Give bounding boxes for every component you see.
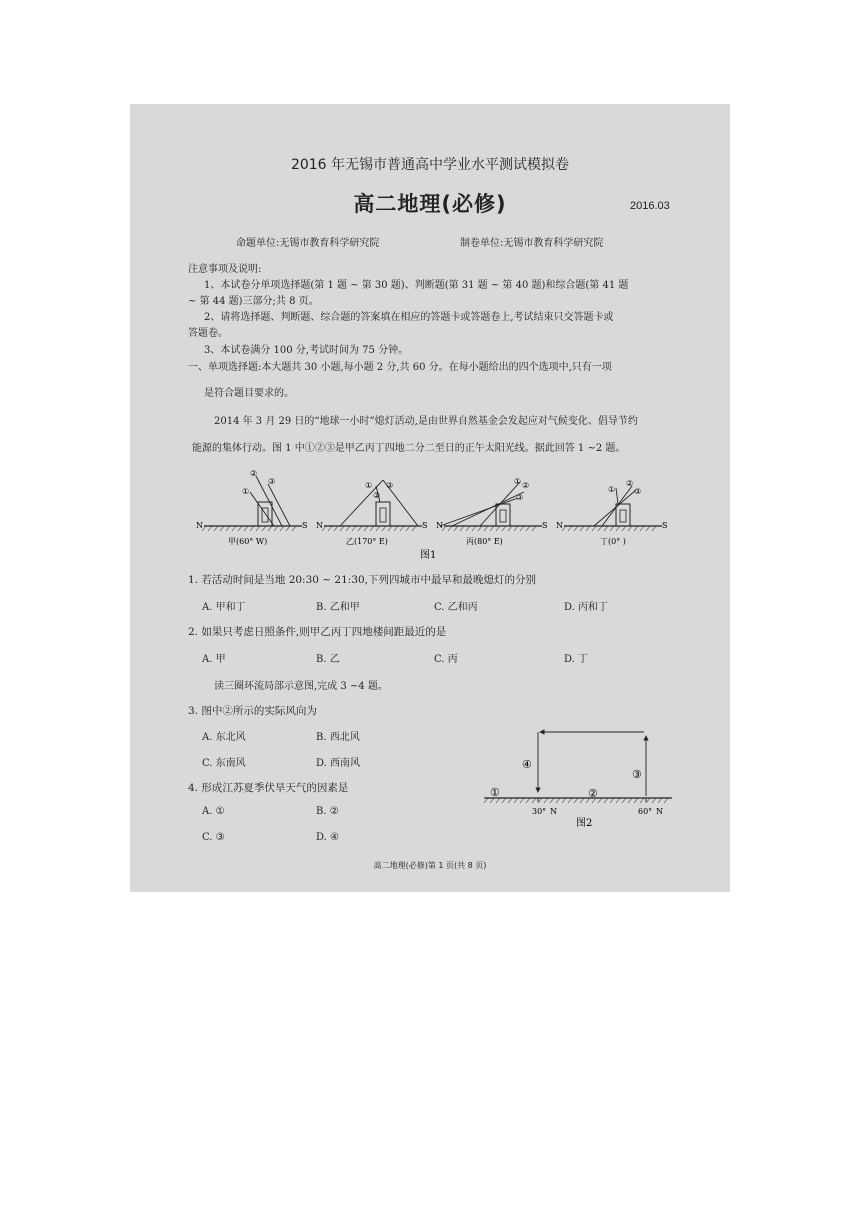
fig1-site-bing: 丙(80° E): [466, 537, 503, 546]
q2-option-c: C. 丙: [434, 654, 458, 665]
fig2-n-30: N: [550, 807, 557, 816]
figure1-caption: 图1: [420, 550, 437, 561]
fig1-n-bing: N: [436, 521, 443, 530]
fig1-panel-jia: [202, 476, 302, 531]
q3-option-c: C. 东南风: [202, 758, 246, 769]
notes-heading: 注意事项及说明:: [188, 264, 262, 275]
fig2-label-2: ②: [588, 787, 598, 800]
q3-stem: 3. 图中②所示的实际风向为: [188, 705, 317, 717]
q3-option-a: A. 东北风: [202, 732, 246, 743]
q3-option-b: B. 西北风: [316, 732, 360, 743]
fig1-site-jia: 甲(60° W): [228, 537, 268, 546]
author-unit: 命题单位:无锡市教育科学研究院: [236, 238, 380, 249]
exam-page: [130, 104, 730, 892]
fig1-site-ding: 丁(0° ): [600, 537, 626, 546]
q4-option-b: B. ②: [316, 806, 339, 817]
fig1-s-jia: S: [302, 521, 308, 530]
q1-option-d: D. 丙和丁: [564, 602, 609, 613]
q3-option-d: D. 西南风: [316, 758, 361, 769]
q4-option-d: D. ④: [316, 832, 339, 843]
q1-option-b: B. 乙和甲: [316, 602, 360, 613]
intro2: 读三圈环流局部示意图,完成 3 ~4 题。: [214, 681, 388, 692]
fig1-label-1-bing: ①: [514, 477, 522, 486]
fig2-lat-60: 60°: [638, 807, 653, 816]
fig2-label-4: ④: [522, 758, 532, 771]
fig1-s-bing: S: [542, 521, 548, 530]
page-footer: 高二地理(必修)第 1 页(共 8 页): [373, 861, 487, 870]
fig1-label-1-jia: ①: [242, 487, 250, 496]
fig1-label-2-bing: ②: [522, 481, 530, 490]
fig1-label-2-jia: ②: [250, 469, 258, 478]
fig1-label-1-yi: ①: [365, 481, 373, 490]
fig1-label-3-jia: ③: [268, 477, 276, 486]
figure2-caption: 图2: [576, 818, 593, 829]
q2-option-b: B. 乙: [316, 654, 340, 665]
fig2-lat-30: 30°: [532, 807, 547, 816]
fig1-label-3-bing: ③: [516, 493, 524, 502]
q4-option-c: C. ③: [202, 832, 225, 843]
q4-option-a: A. ①: [202, 806, 225, 817]
exam-title: 2016 年无锡市普通高中学业水平测试模拟卷: [290, 157, 570, 173]
figure1-diagram: [190, 464, 680, 564]
section1-line1: 一、单项选择题:本大题共 30 小题,每小题 2 分,共 60 分。在每小题给出的四个选项中,只有一项: [188, 362, 612, 373]
fig1-s-ding: S: [662, 521, 668, 530]
figure2-diagram: [478, 722, 678, 832]
fig2-label-1: ①: [490, 786, 500, 799]
notes-item2-line2: 答题卷。: [188, 328, 228, 339]
exam-date: 2016.03: [630, 200, 670, 212]
fig2-label-3: ③: [632, 768, 642, 781]
intro-line2: 能源的集体行动。图 1 中①②③是甲乙丙丁四地二分二至日的正午太阳光线。据此回答 1 ~2 题。: [192, 443, 626, 454]
section1-line2: 是符合题目要求的。: [204, 388, 294, 399]
notes-item3: 3、本试卷满分 100 分,考试时间为 75 分钟。: [204, 345, 409, 356]
print-unit: 制卷单位:无锡市教育科学研究院: [460, 238, 604, 249]
fig1-n-jia: N: [196, 521, 203, 530]
fig2-n-60: N: [656, 807, 663, 816]
fig1-s-yi: S: [422, 521, 428, 530]
notes-item1-line1: 1、本试卷分单项选择题(第 1 题 ~ 第 30 题)、判断题(第 31 题 ~ 第 40 题)和综合题(第 41 题: [204, 280, 629, 291]
notes-item1-line2: ~ 第 44 题)三部分;共 8 页。: [188, 296, 319, 307]
q2-stem: 2. 如果只考虑日照条件,则甲乙丙丁四地楼间距最近的是: [188, 626, 447, 638]
fig1-label-1-ding: ①: [608, 485, 616, 494]
fig1-label-2-yi: ②: [373, 491, 381, 500]
fig1-n-ding: N: [556, 521, 563, 530]
fig1-label-3-ding: ③: [634, 487, 642, 496]
subject-title: 高二地理(必修): [353, 192, 507, 216]
fig1-label-3-yi: ③: [386, 481, 394, 490]
fig1-n-yi: N: [316, 521, 323, 530]
q1-option-a: A. 甲和丁: [202, 602, 246, 613]
q1-stem: 1. 若活动时间是当地 20:30 ~ 21:30,下列四城市中最早和最晚熄灯的分别: [188, 574, 537, 586]
q4-stem: 4. 形成江苏夏季伏旱天气的因素是: [188, 782, 349, 794]
fig1-site-yi: 乙(170° E): [346, 537, 388, 546]
fig1-label-2-ding: ②: [626, 479, 634, 488]
q2-option-a: A. 甲: [202, 654, 226, 665]
q2-option-d: D. 丁: [564, 654, 589, 665]
q1-option-c: C. 乙和丙: [434, 602, 478, 613]
intro-line1: 2014 年 3 月 29 日的“地球一小时”熄灯活动,是由世界自然基金会发起应对气候变化、倡导节约: [214, 416, 638, 427]
notes-item2-line1: 2、请将选择题、判断题、综合题的答案填在相应的答题卡或答题卷上,考试结束只交答题卡或: [204, 312, 614, 323]
